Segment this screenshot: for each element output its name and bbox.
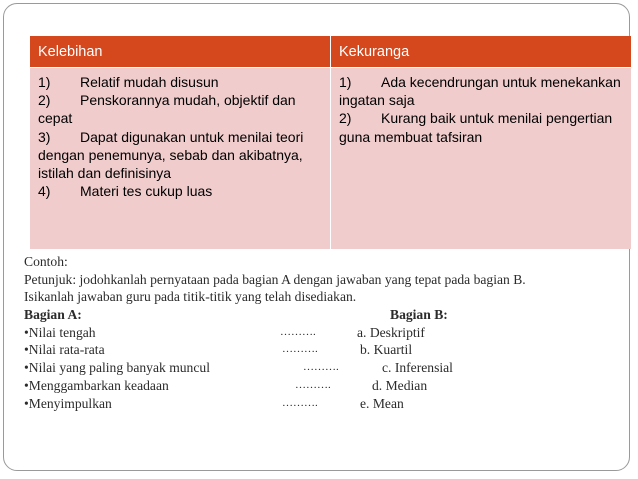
statement-text: •Menggambarkan keadaan: [24, 377, 169, 393]
example-section: [24, 253, 624, 412]
statement-text: •Menyimpulkan: [24, 395, 112, 411]
part-a-title: Bagian A:: [24, 307, 82, 323]
header-kekurangan: Kekuranga: [331, 36, 632, 68]
statement-text: •Nilai tengah: [24, 324, 96, 340]
instruction-line-1: Petunjuk: jodohkanlah pernyataan pada bagian A dengan jawaban yang tepat pada bagian B.: [24, 271, 526, 287]
item-number: 1): [38, 74, 51, 90]
parts-header-row: [24, 306, 624, 324]
list-item: [339, 109, 625, 145]
item-number: 1): [339, 74, 352, 90]
matching-row: [24, 341, 624, 359]
matching-row: [24, 395, 624, 413]
list-item: [339, 73, 625, 109]
list-item: [38, 128, 324, 183]
item-text: Dapat digunakan untuk menilai teori dengan penemunya, sebab dan akibatnya, istilah dan definisinya: [38, 128, 304, 182]
header-kelebihan: Kelebihan: [30, 36, 331, 68]
answer-blank: ……….: [282, 396, 318, 409]
item-number: 3): [38, 128, 51, 145]
answer-blank: ……….: [303, 361, 339, 374]
list-item: [38, 73, 324, 91]
matching-row: [24, 359, 624, 377]
kelebihan-cell: [30, 68, 331, 250]
matching-row: [24, 324, 624, 342]
matching-row: [24, 377, 624, 395]
statement-text: •Nilai rata-rata: [24, 342, 105, 358]
example-label: Contoh:: [24, 254, 68, 269]
comparison-table: [30, 36, 631, 249]
item-number: 2): [38, 92, 51, 109]
answer-blank: ……….: [295, 378, 331, 391]
item-text: Kurang baik untuk menilai pengertian guna membuat tafsiran: [339, 110, 613, 145]
list-item: [38, 91, 324, 127]
item-text: Materi tes cukup luas: [80, 183, 213, 200]
answer-blank: ……….: [280, 325, 316, 338]
item-number: 4): [38, 183, 51, 200]
item-number: 2): [339, 110, 352, 127]
table-header-row: [30, 36, 631, 68]
statement-text: •Nilai yang paling banyak muncul: [24, 360, 210, 376]
item-text: Relatif mudah disusun: [80, 74, 219, 90]
list-item: [38, 182, 324, 200]
option-text: d. Median: [372, 377, 428, 393]
table-row: [30, 68, 631, 250]
option-text: b. Kuartil: [360, 342, 413, 358]
option-text: a. Deskriptif: [357, 324, 425, 340]
item-text: Ada kecendrungan untuk menekankan ingatan saja: [339, 74, 621, 109]
option-text: c. Inferensial: [382, 360, 453, 376]
item-text: Penskorannya mudah, objektif dan cepat: [38, 92, 296, 127]
answer-blank: ……….: [282, 343, 318, 356]
instruction-line-2: Isikanlah jawaban guru pada titik-titik yang telah disediakan.: [24, 289, 357, 305]
part-b-title: Bagian B:: [390, 307, 448, 323]
kekurangan-cell: [331, 68, 632, 250]
option-text: e. Mean: [360, 395, 404, 411]
